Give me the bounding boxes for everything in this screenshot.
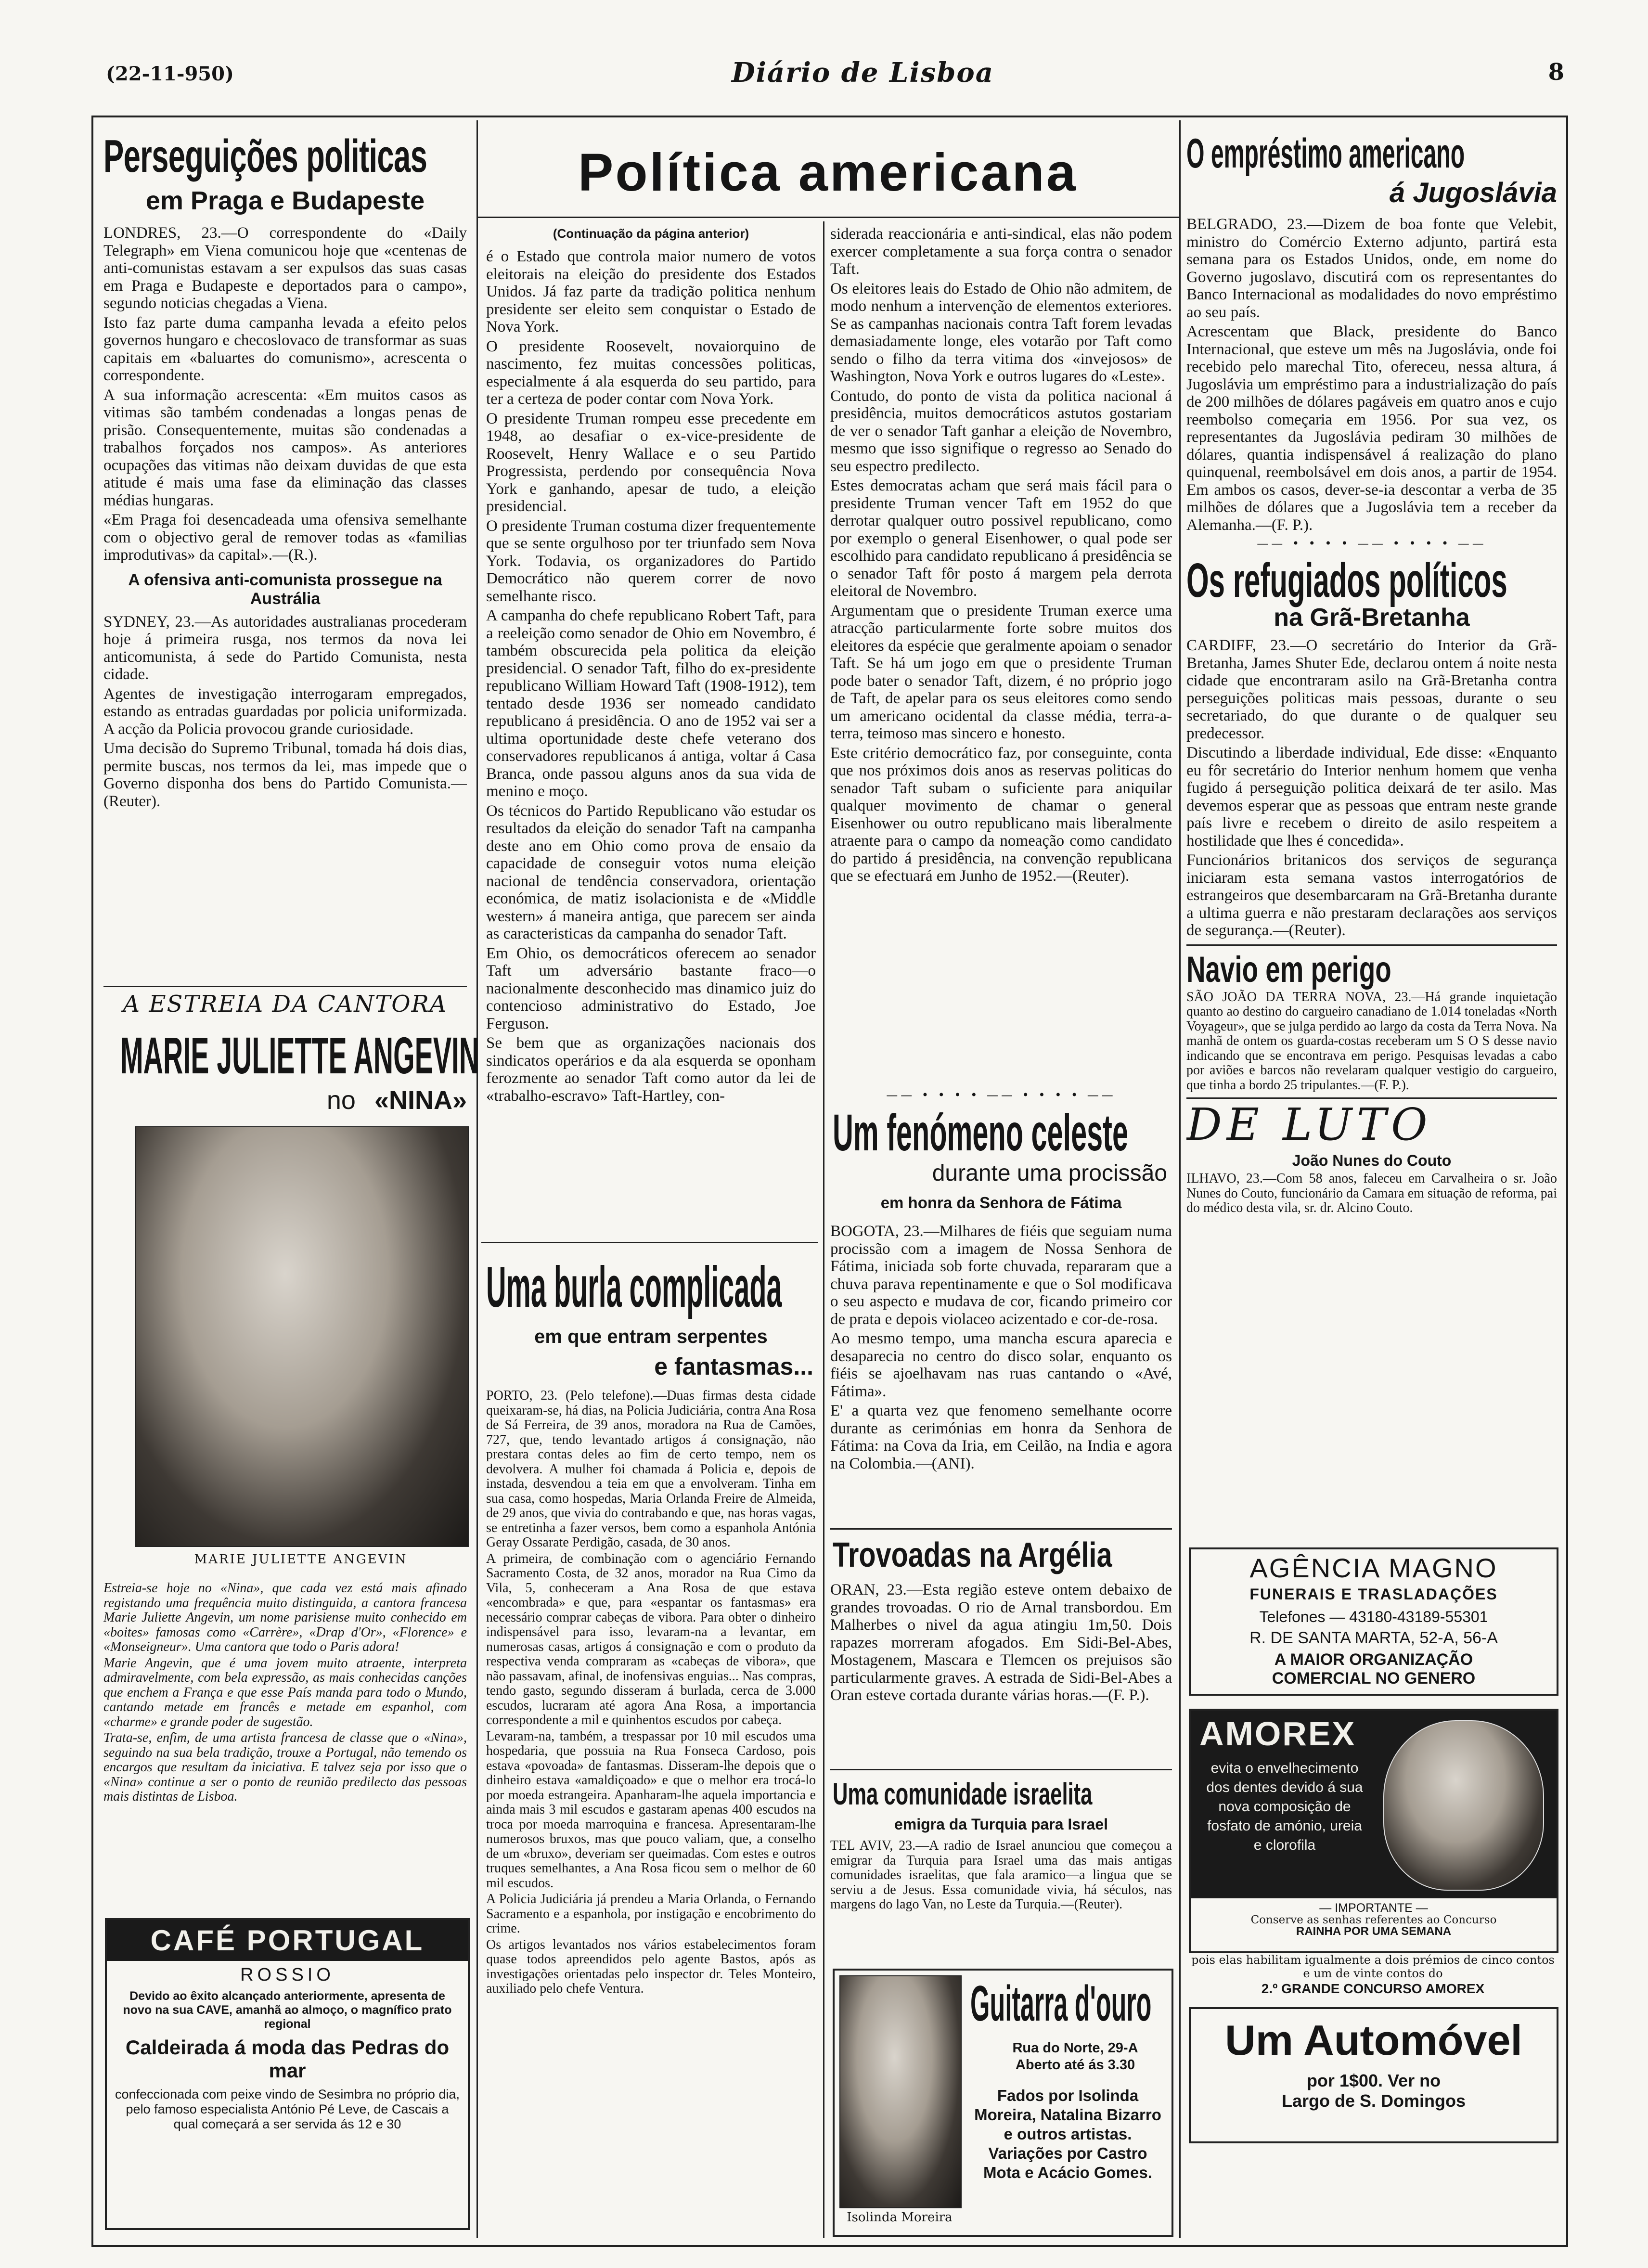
paragraph: A Policia Judiciária já prendeu a Maria Orlanda, o Fernando Sacramento e a espanhola, por instigação e encobrimento do crime. xyxy=(486,1892,816,1936)
luto-headline: DE LUTO xyxy=(1186,1099,1432,1150)
magno-phones xyxy=(1191,1608,1557,1626)
paragraph: Estreia-se hoje no «Nina», que cada vez está mais afinado registando uma frequência muito distinguida, a cantora francesa Marie Juliette Angevin, um nome parisiense muito conhecido em «boites» famosas como «Carrère», «Drap d'Or», «Florence» e «Monseigneur». Uma cantora que todo o Paris adora! xyxy=(103,1581,467,1654)
estreia-article xyxy=(103,1581,467,1865)
paragraph: Agentes de investigação interrogaram empregados, estando as entradas guardadas por policia uniformizada. A acção da Policia provocou grande curiosidade. xyxy=(103,685,467,738)
paragraph: O presidente Roosevelt, novaiorquino de nascimento, fez muitas concessões politicas, especialmente á ala esquerda do seu partido, para ter a certeza de poder contar com Nova York. xyxy=(486,337,816,408)
paragraph: é o Estado que controla maior numero de votos eleitorais na eleição do presidente dos Estados Unidos. Já faz parte da tradição politica nenhum presidente ser eleito sem conquistar o Estado de Nova York. xyxy=(486,248,816,335)
amorex-ad xyxy=(1189,1709,1558,1953)
paragraph: Uma decisão do Supremo Tribunal, tomada há dois dias, permite buscas, nos termos da lei, mas impede que o Governo disponha dos bens do Partido Comunista.—(Reuter). xyxy=(103,740,467,810)
page-number: 8 xyxy=(1548,59,1564,86)
burla-subheadline-1: em que entram serpentes xyxy=(534,1326,768,1347)
trovoadas-headline: Trovoadas na Argélia xyxy=(833,1536,1112,1574)
emprestimo-subheadline: á Jugoslávia xyxy=(1389,177,1557,208)
amorex-notice-4: 2.º GRANDE CONCURSO AMOREX xyxy=(1261,1981,1485,1996)
guitarra-title: Guitarra d'ouro xyxy=(970,1976,1152,2032)
magno-slogan-1: A MAIOR ORGANIZAÇÃO xyxy=(1274,1650,1473,1669)
paragraph: ORAN, 23.—Esta região esteve ontem debaixo de grandes trovoadas. O rio de Arnal transbordou. Em Malherbes o nivel da agua atingiu 1m,50. Dois rapazes morreram afogados. Em Sidi-Bel-Abes, Mostagenem, Mascara e Tlemcen os prejuisos são particularmente graves. A estrada de Sidi-Bel-Abes a Oran esteve cortada durante várias horas.—(F. P.). xyxy=(830,1581,1172,1704)
paragraph: Os artigos levantados nos vários estabelecimentos foram quase todos apreendidos pelo agente Bastos, após as investigações orientadas pelo inspector dr. Teles Monteiro, auxiliado pelo chefe Ventura. xyxy=(486,1937,816,1996)
guitarra-photo-caption: Isolinda Moreira xyxy=(847,2210,953,2225)
cafe-dish: Caldeirada á moda das Pedras do mar xyxy=(125,2036,450,2082)
headline-rule xyxy=(476,217,1179,218)
column-rule-2 xyxy=(823,221,824,2238)
paragraph: Funcionários britanicos dos serviços de segurança iniciaram esta semana vastos interrogatórios de estrangeiros que desembarcaram na Grã-Bretanha durante a ultima guerra e não prestaram declarações aos serviços de segurança.—(Reuter). xyxy=(1186,851,1557,939)
ornament-divider: —— • • • • —— • • • • —— xyxy=(1257,537,1487,550)
paragraph: CARDIFF, 23.—O secretário do Interior da Grã-Bretanha, James Shuter Ede, declarou ontem á noite nesta cidade que encontraram asilo na Grã-Bretanha contra perseguições politicas mais pessoas, durante o seu secretariado, do que durante o de qualquer seu predecessor. xyxy=(1186,637,1557,742)
amorex-notice-1: Conserve as senhas referentes ao Concurso xyxy=(1250,1914,1497,1926)
paragraph: A campanha do chefe republicano Robert Taft, para a reeleição como senador de Ohio em Novembro, é também obscurecida pela politica da eleição presidencial. O senador Taft, filho do ex-presidente republicano William Howard Taft (1908-1912), tem tentado desde 1936 ser nomeado candidato republicano á presidência. O ano de 1952 vai ser a ultima oportunidade deste chefe veterano dos conservadores republicanos á antiga, voltar á Casa Branca, onde passou alguns anos da sua vida de menino e moço. xyxy=(486,607,816,800)
paragraph: E' a quarta vez que fenomeno semelhante ocorre durante as cerimónias em honra da Senhora de Fátima: na Cova da Iria, em Ceilão, na India e agora na Colombia.—(ANI). xyxy=(830,1402,1172,1472)
israel-subheadline: emigra da Turquia para Israel xyxy=(894,1816,1108,1833)
estreia-kicker: A ESTREIA DA CANTORA xyxy=(123,991,448,1018)
paragraph: A sua informação acrescenta: «Em muitos casos as vitimas são também condenadas a longas penas de prisão. Consequentemente, muitas são condenadas a trabalhos forçados nos campos». As anteriores ocupações das vitimas não deixam duvidas de que esta atitude é mais uma fase da eliminação das classes médias hungaras. xyxy=(103,386,467,509)
newspaper-title: Diário de Lisboa xyxy=(732,57,994,89)
ornament-divider: —— • • • • —— • • • • —— xyxy=(886,1088,1116,1102)
emprestimo-headline: O empréstimo americano xyxy=(1186,130,1465,177)
paragraph: Contudo, do ponto de vista da politica nacional á presidência, muitos democráticos astutos gostariam de ver o senador Taft ganhar a eleição de Novembro, mesmo que isso signifique o regresso ao Senado do seu espectro predilecto. xyxy=(830,387,1172,475)
paragraph: Os técnicos do Partido Republicano vão estudar os resultados da eleição do senador Taft na campanha deste ano em Ohio como prova de ensaio da capacidade de conseguir votos numa eleição nacional de tendência conservadora, orientação económica, de matiz isolacionista e de «Middle western» á maneira antiga, que parecem ser ainda as caracteristicas da campanha do senador Taft. xyxy=(486,802,816,942)
column-3 xyxy=(830,225,1172,1082)
paragraph: SYDNEY, 23.—As autoridades australianas procederam hoje á primeira rusga, nos termos da nova lei anticomunista, á sede do Partido Comunista, nesta cidade. xyxy=(103,613,467,683)
singer-photo xyxy=(135,1126,469,1547)
guitarra-fados: Fados por Isolinda Moreira, Natalina Bizarro e outros artistas. Variações por Castro Mota e Acácio Gomes. xyxy=(974,2087,1161,2181)
burla-subheadline-2: e fantasmas... xyxy=(654,1353,813,1380)
magno-name: AGÊNCIA MAGNO xyxy=(1249,1553,1498,1583)
auto-title: Um Automóvel xyxy=(1225,2016,1522,2064)
israel-article xyxy=(830,1839,1172,1964)
perseguicoes-subheadline: em Praga e Budapeste xyxy=(145,186,425,215)
cafe-footer: confeccionada com peixe vindo de Sesimbra no próprio dia, pelo famoso especialista António Pé Leve, de Cascais a qual começará a ser servida ás 12 e 30 xyxy=(115,2087,460,2131)
section-rule xyxy=(830,1528,1172,1530)
auto-line-2: Largo de S. Domingos xyxy=(1281,2091,1466,2111)
auto-line-1: por 1$00. Ver no xyxy=(1306,2071,1441,2090)
automovel-ad xyxy=(1189,2007,1558,2143)
paragraph: LONDRES, 23.—O correspondente do «Daily Telegraph» em Viena comunicou hoje que «centenas de anti-comunistas estavam a ser expulsos das suas casas em Praga e Budapeste e deportados para o campo», segundo noticias chegadas a Viena. xyxy=(103,224,467,312)
paragraph: «Em Praga foi desencadeada uma ofensiva semelhante com o objectivo geral de remover todas as «familias improdutivas» da capital».—(R.). xyxy=(103,511,467,564)
trovoadas-article xyxy=(830,1581,1172,1764)
amorex-banner xyxy=(1191,1711,1557,1898)
paragraph: Levaram-na, também, a trespassar por 10 mil escudos uma hospedaria, que possuia na Rua Fonseca Cardoso, pois estava «povoada» de fantasmas. Disseram-lhe depois que o dinheiro estava «amaldiçoado» e que o melhor era trocá-lo por moeda estrangeira. Apanharam-lhe aquela importancia e ainda mais 3 mil escudos e gastaram apenas 400 escudos na troca por moeda marroquina e francesa. Apresentaram-lhe numerosos bruxos, mas que pouco valiam, que, a conselho de um «bruxo», deveriam ser queimadas. Com estes e outros truques semelhantes, a Ana Rosa ficou sem o melhor de 60 mil escudos. xyxy=(486,1728,816,1891)
paragraph: Se bem que as organizações nacionais dos sindicatos operários e da ala esquerda se oponham ferozmente ao senador Taft como autor da lei de «trabalho-escravo» Taft-Hartley, con- xyxy=(486,1034,816,1105)
guitarra-hours: Aberto até ás 3.30 xyxy=(1015,2057,1135,2073)
refugiados-headline: Os refugiados políticos xyxy=(1186,554,1507,607)
estreia-name: MARIE JULIETTE ANGEVIN xyxy=(120,1026,479,1084)
cafe-location: ROSSIO xyxy=(240,1965,335,1985)
smiling-man-illustration xyxy=(1383,1720,1544,1891)
paragraph: O presidente Truman rompeu esse precedente em 1948, ao desafiar o ex-vice-presidente de Roosevelt, Henry Wallace e o seu Partido Progressista, perdendo por consequência Nova York e ganhando, apesar de tudo, a eleição presidencial. xyxy=(486,410,816,515)
politica-americana-headline: Política americana xyxy=(578,143,1078,202)
fenomeno-headline: Um fenómeno celeste xyxy=(833,1103,1128,1161)
magno-phones-value: 43180-43189-55301 xyxy=(1349,1608,1488,1625)
emprestimo-article xyxy=(1186,216,1557,534)
paragraph: siderada reaccionária e anti-sindical, elas não podem exercer completamente a sua força contra o senador Taft. xyxy=(830,225,1172,278)
fenomeno-subheadline-1: durante uma procissão xyxy=(932,1160,1167,1186)
paragraph: Estes democratas acham que será mais fácil para o presidente Truman vencer Taft em 1952 do que derrotar qualquer outro possivel republicano, como por exemplo o general Eisenhower, o qual pode ser escolhido para candidato republicano á presidência se o senador Taft fôr posto á margem pela derrota eleitoral de Novembro. xyxy=(830,477,1172,600)
burla-headline: Uma burla complicada xyxy=(486,1255,782,1319)
paragraph: PORTO, 23. (Pelo telefone).—Duas firmas desta cidade queixaram-se, há dias, na Policia Judiciária, contra Ana Rosa de Sá Ferreira, de 39 anos, moradora na Rua de Camões, 727, que, tendo levantado artigos á consignação, não prestara contas deles ao fim de certo tempo, nem os devolvera. A mulher foi chamada á Policia e, depois de instada, desvendou a teia em que a envolveram. Tinha em sua casa, como hospedas, Maria Orlanda Freire de Almeida, de 29 anos, que vivia do contrabando e que, nas horas vagas, se entretinha a fazer versos, bem como a espanhola Antónia Geray Ossarate Perdigão, casada, de 30 anos. xyxy=(486,1389,816,1550)
cafe-portugal-ad xyxy=(105,1918,470,2230)
fenomeno-subheadline-2: em honra da Senhora de Fátima xyxy=(880,1194,1122,1211)
paragraph: Discutindo a liberdade individual, Ede disse: «Enquanto eu fôr secretário do Interior nenhum homem que venha fugido á perseguição politica deixará de ter asilo. Mas devemos esperar que as pessoas que entram neste grande país livre e recebem o direito de asilo respeitem a hostilidade que lhes é concedida». xyxy=(1186,744,1557,850)
section-rule xyxy=(481,1242,818,1243)
fenomeno-article xyxy=(830,1223,1172,1521)
issue-date: (22-11-950) xyxy=(106,63,234,85)
amorex-important: — IMPORTANTE — xyxy=(1319,1901,1428,1915)
guitarra-address: Rua do Norte, 29-A xyxy=(1012,2040,1138,2056)
perseguicoes-headline: Perseguições politicas xyxy=(103,130,427,182)
estreia-show: «NINA» xyxy=(374,1086,467,1115)
amorex-notice-3: pois elas habilitam igualmente a dois prémios de cinco contos e um de vinte contos do xyxy=(1191,1953,1555,1980)
paragraph: Isto faz parte duma campanha levada a efeito pelos governos hungaro e checoslovaco de transformar as suas capitais em «baluartes do comunismo», acrescenta o correspondente. xyxy=(103,314,467,384)
column-rule-1 xyxy=(476,120,478,2238)
paragraph: Acrescentam que Black, presidente do Banco Internacional, que esteve um mês na Jugoslávia, onde foi recebido pelo marechal Tito, ofereceu, nessa altura, á Jugoslávia um empréstimo para a industrialização do país de 200 milhões de dólares pagáveis em quatro anos e cujo reembolso começaria em 1956. Por sua vez, os representantes da Jugoslávia pediram 30 milhões de dólares, quantia indispensável á realização do plano quinquenal, reembolsável em dois anos, a partir de 1954. Em ambos os casos, dever-se-ia descontar a verba de 35 milhões de dólares que a Jugoslávia tem a receber da Alemanha.—(F. P.). xyxy=(1186,323,1557,534)
section-rule xyxy=(830,1769,1172,1770)
paragraph: Trata-se, enfim, de uma artista francesa de classe que o «Nina», seguindo na sua bela tradição, trouxe a Portugal, não temendo os encargos que resultam da iniciativa. E talvez seja por isso que o «Nina» continue a ser o ponto de reunião predilecto das pessoas mais distintas de Lisboa. xyxy=(103,1730,467,1804)
estreia-venue-line xyxy=(270,1085,467,1115)
agencia-magno-ad xyxy=(1189,1547,1558,1696)
column-2 xyxy=(486,225,816,1236)
guitarra-douro-ad xyxy=(833,1969,1173,2237)
paragraph: Em Ohio, os democráticos oferecem ao senador Taft um adversário bastante fraco—o nacionalmente desconhecido mas dinamico juiz do contencioso administrativo do Estado, Joe Ferguson. xyxy=(486,944,816,1032)
paragraph: Marie Angevin, que é uma jovem muito atraente, interpreta admiravelmente, com bela expressão, as mais conhecidas canções que enchem a França e que esse País manda para todo o Mundo, cantando metade em francês e metade em espanhol, com «charme» e grande poder de sugestão. xyxy=(103,1655,467,1729)
singer-photo xyxy=(839,1975,962,2208)
amorex-text: evita o envelhecimento dos dentes devido á sua nova composição de fosfato de amónio, ureia e clorofila xyxy=(1206,1760,1363,1853)
paragraph: Este critério democrático faz, por conseguinte, conta que nos próximos dois anos as reservas politicas do senador Taft subam o suficiente para aniquilar qualquer movimento de chamar o general Eisenhower ou outro republicano mais liberalmente atraente para o campo da nomeação como candidato do partido á presidência, na convenção republicana que se efectuará em Junho de 1952.—(Reuter). xyxy=(830,744,1172,885)
australia-article xyxy=(103,613,467,811)
paragraph: SÃO JOÃO DA TERRA NOVA, 23.—Há grande inquietação quanto ao destino do cargueiro canadiano de 1.014 toneladas «North Voyageur», que se julga perdido ao largo da costa da Terra Nova. Na manhã de ontem os guarda-costas receberam um S O S desse navio indicando que se encontrava em perigo. Pesquisas levadas a cabo por aviões e barcos não revelaram qualquer vestigio do cargueiro, que tinha a bordo 25 tripulantes.—(F. P.). xyxy=(1186,989,1557,1093)
magno-slogan-2: COMERCIAL NO GENERO xyxy=(1272,1669,1476,1688)
paragraph: Os eleitores leais do Estado de Ohio não admitem, de modo nenhum a intervenção de elementos exteriores. Se as campanhas nacionais contra Taft forem levadas demasiadamente longe, eles votarão por Taft como sendo o filho da terra vitima dos «invejosos» de Washington, Nova York e outros lugares do «Leste». xyxy=(830,280,1172,385)
magno-address: R. DE SANTA MARTA, 52-A, 56-A xyxy=(1249,1629,1498,1647)
luto-name: João Nunes do Couto xyxy=(1292,1152,1452,1169)
navio-headline: Navio em perigo xyxy=(1186,949,1391,990)
cafe-name: CAFÉ PORTUGAL xyxy=(107,1920,468,1961)
masthead xyxy=(91,53,1579,91)
australia-heading: A ofensiva anti-comunista prossegue na Austrália xyxy=(128,570,442,608)
cafe-notice: Devido ao êxito alcançado anteriormente, apresenta de novo na sua CAVE, amanhã ao almoço, o magnífico prato regional xyxy=(123,1989,452,2031)
magno-phones-label: Telefones — xyxy=(1259,1608,1345,1625)
amorex-brand: AMOREX xyxy=(1199,1715,1356,1753)
paragraph: ILHAVO, 23.—Com 58 anos, faleceu em Carvalheira o sr. João Nunes do Couto, funcionário da Camara em situação de reforma, pai do médico desta vila, sr. dr. Alcino Couto. xyxy=(1186,1171,1557,1215)
section-rule xyxy=(103,986,467,987)
refugiados-subheadline: na Grã-Bretanha xyxy=(1274,604,1470,631)
paragraph: BELGRADO, 23.—Dizem de boa fonte que Velebit, ministro do Comércio Externo adjunto, partirá esta semana para os Estados Unidos, onde, em nome do Governo jugoslavo, discutirá com os representantes do Banco Internacional as modalidades do novo empréstimo ao seu país. xyxy=(1186,216,1557,321)
burla-article xyxy=(486,1389,816,2236)
amorex-notice-2: RAINHA POR UMA SEMANA xyxy=(1296,1925,1452,1938)
magno-subtitle: FUNERAIS E TRASLADAÇÕES xyxy=(1249,1585,1498,1603)
photo-caption: MARIE JULIETTE ANGEVIN xyxy=(194,1552,408,1567)
perseguicoes-article xyxy=(103,224,467,564)
paragraph: Ao mesmo tempo, uma mancha escura aparecia e desaparecia no centro do disco solar, enquanto os fiéis se ajoelhavam nas ruas cantando o «Avé, Fátima». xyxy=(830,1330,1172,1400)
continued-note: (Continuação da página anterior) xyxy=(553,226,749,241)
paragraph: A primeira, de combinação com o agenciário Fernando Sacramento Costa, de 32 anos, morador na Rua Cimo da Vila, 5, conheceram a Ana Rosa de que estava «encombrada» e que, para «espantar os fantasmas» era necessário comprar cabeças de vibora. Para obter o dinheiro indispensável para isso, levaram-na a levantar, em numerosas casas, artigos á consignação e com o produto da respectiva venda compraram as «cabeças de vibora», que não passavam, afinal, de inofensivas enguias... Nas compras, tendo gasto, segundo disseram á burlada, cerca de 3.000 escudos, lucraram até agora Ana Rosa, a importancia correspondente a mil e quinhentos escudos por cabeça. xyxy=(486,1551,816,1727)
paragraph: O presidente Truman costuma dizer frequentemente que se sente orgulhoso por ter triunfado sem Nova York. Todavia, os organizadores do Partido Democrático não querem correr de novo semelhante risco. xyxy=(486,517,816,605)
israel-headline: Uma comunidade israelita xyxy=(833,1777,1093,1811)
paragraph: TEL AVIV, 23.—A radio de Israel anunciou que começou a emigrar da Turquia para Israel uma das mais antigas comunidades israelitas, que fala aramico—a lingua que se serviu a de Jesus. Essa comunidade vivia, há séculos, nas margens do lago Van, no Leste da Turquia.—(Reuter). xyxy=(830,1839,1172,1912)
paragraph: Argumentam que o presidente Truman exerce uma atracção particularmente forte sobre muitos dos eleitores da espécie que geralmente apoiam o senador Taft. Se há um jogo em que o presidente Truman pode bater o senador Taft, dizem, é no próprio jogo de Taft, de apelar para os seus eleitores como sendo um americano ocidental da classe média, terra-a-terra, teimoso mas sincero e honesto. xyxy=(830,602,1172,742)
paragraph: BOGOTA, 23.—Milhares de fiéis que seguiam numa procissão com a imagem de Nossa Senhora de Fátima, iniciada sob forte chuvada, repararam que a chuva parava repentinamente e que o Sol modificava o seu aspecto e mudava de cor, ficando primeiro cor de prata e depois violaceo acizentado e cor-de-rosa. xyxy=(830,1223,1172,1328)
estreia-no: no xyxy=(326,1086,356,1115)
column-rule-3 xyxy=(1179,120,1181,2238)
